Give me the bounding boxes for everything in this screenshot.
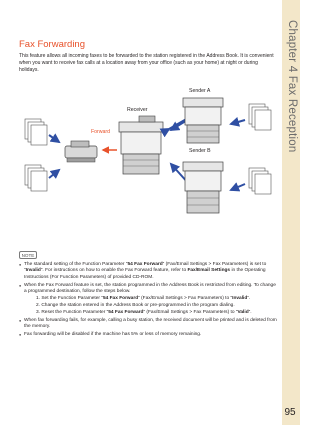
- forward-label: Forward: [91, 129, 111, 135]
- sender-b-mfp-icon: [183, 162, 223, 213]
- sender-a-label: Sender A: [189, 88, 211, 94]
- chapter-tab-label: Chapter 4 Fax Reception: [286, 20, 298, 153]
- sender-a-mfp-icon: [183, 98, 223, 143]
- note-item: ● The standard setting of the Function Parameter “54 Fax Forward” (Fax/Email Settings > Fax Parameters) is set to “Invalid”. For instructions on how to enable the Fax Forward feature, refer to Fax/Email Settings in the Operating Instructions (For Function Parameters) of provided CD-ROM.: [19, 262, 277, 281]
- receiver-mfp-icon: [119, 116, 163, 174]
- page-title: Fax Forwarding: [19, 39, 85, 50]
- intro-paragraph: This feature allows all incoming faxes to be forwarded to the station registered in the Address Book. It is convenient when you want to receive fax calls at a location away from your office (such as your home) at night or during holidays.: [19, 53, 274, 74]
- sender-b-label: Sender B: [189, 148, 211, 154]
- document-stack-icon: [25, 119, 47, 145]
- step-item: 3. Reset the Function Parameter “54 Fax Forward” (Fax/Email Settings > Fax Parameters) to “Valid”.: [36, 310, 252, 316]
- document-stack-icon: [249, 104, 271, 130]
- note-item: ● When the Fax Forward feature is set, the station programmed in the Address Book is restricted from editing. To change a programmed destination, follow the steps below. 1. Set the Function Parameter “54 Fax Forward” (Fax/Email Settings > Fax Parameters) to “Invalid”. 2. Change the station entered in the Address Book or pre-programmed in the program dialing. 3. Reset the Function Parameter “54 Fax Forward” (Fax/Email Settings > Fax Parameters) to “Valid”.: [19, 283, 277, 317]
- step-item: 1. Set the Function Parameter “54 Fax Forward” (Fax/Email Settings > Fax Parameters) to “Invalid”.: [36, 295, 251, 301]
- notes-section: [19, 262, 277, 340]
- note-badge: NOTE: [19, 251, 37, 259]
- page-number: 95: [284, 407, 296, 418]
- fax-machine-icon: [65, 141, 97, 162]
- document-stack-icon: [25, 165, 47, 191]
- note-item: ● When fax forwarding fails, for example, calling a busy station, the received document will be printed and is deleted from the memory.: [19, 318, 277, 331]
- fax-forwarding-diagram: [19, 80, 281, 240]
- step-item: 2. Change the station entered in the Address Book or pre-programmed in the program dialing.: [36, 303, 235, 309]
- receiver-label: Receiver: [127, 107, 148, 113]
- document-stack-icon: [249, 168, 271, 194]
- note-item: ● Fax forwarding will be disabled if the machine has 5% or less of memory remaining.: [19, 332, 277, 338]
